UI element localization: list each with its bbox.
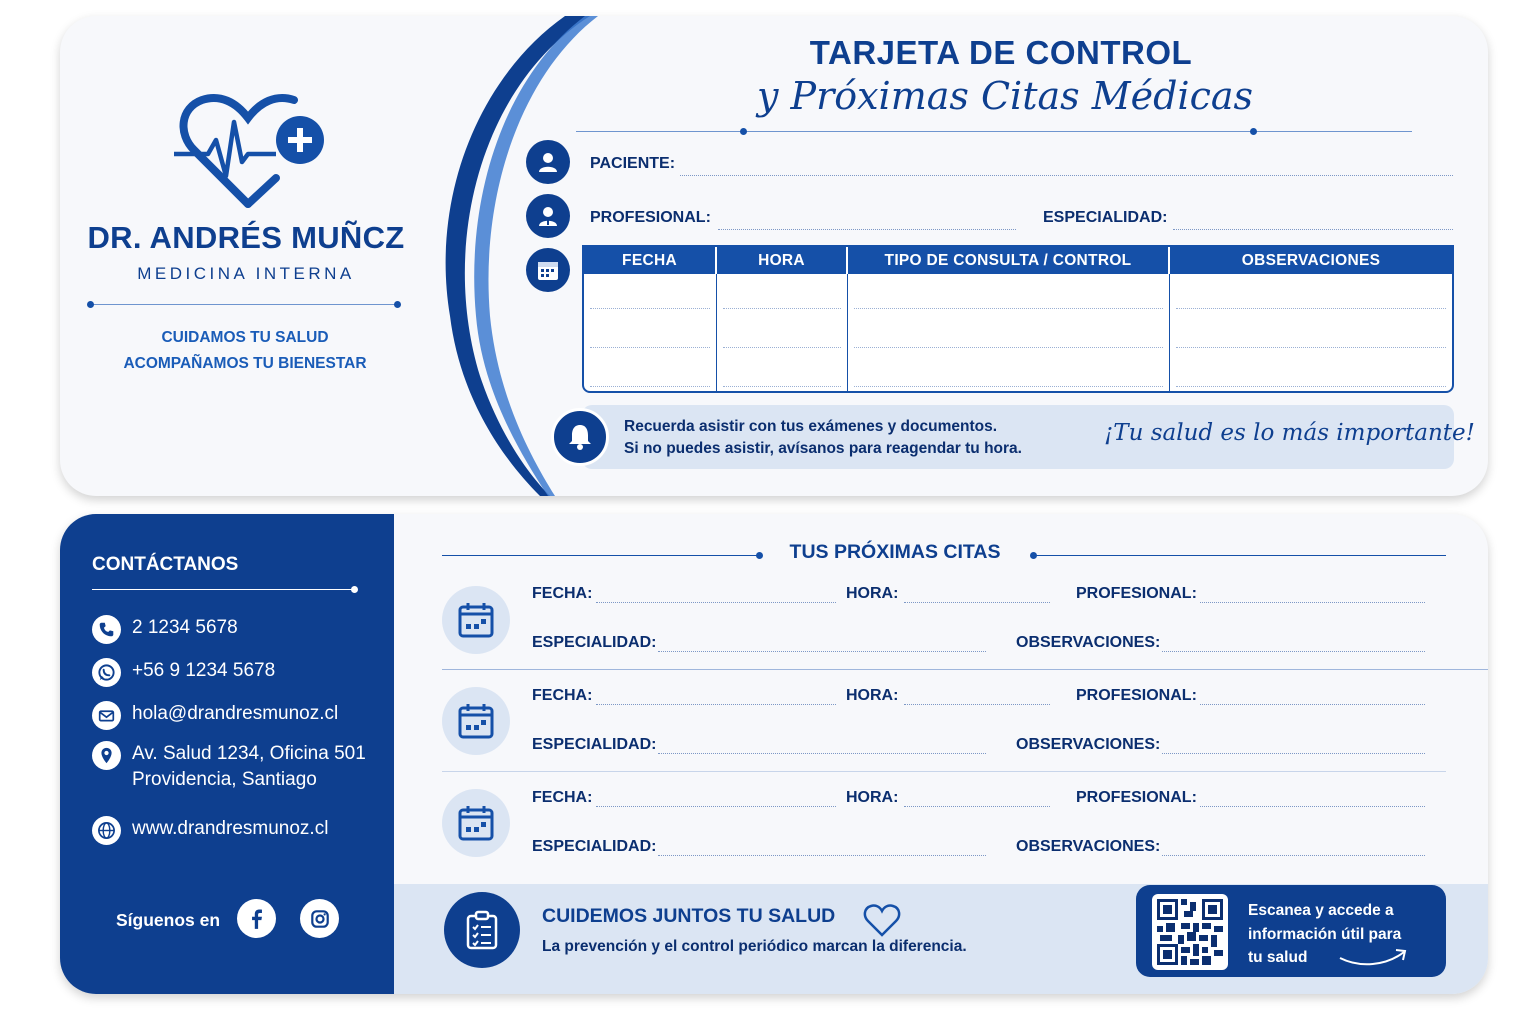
calendar-icon	[442, 789, 510, 857]
appt2-professional-field[interactable]	[1200, 704, 1425, 705]
footer-title: CUIDEMOS JUNTOS TU SALUD	[542, 905, 836, 927]
appt1-professional-label: PROFESIONAL:	[1076, 585, 1197, 602]
globe-icon	[92, 816, 121, 845]
follow-label: Síguenos en	[116, 910, 221, 930]
appt3-time-label: HORA:	[846, 789, 899, 806]
contact-address[interactable]	[92, 741, 366, 793]
appointments-table	[582, 245, 1454, 393]
appt2-time-label: HORA:	[846, 687, 899, 704]
phone-icon	[92, 615, 121, 644]
appt2-professional-label: PROFESIONAL:	[1076, 687, 1197, 704]
th-fecha: FECHA	[584, 247, 716, 274]
appt3-professional-label: PROFESIONAL:	[1076, 789, 1197, 806]
th-tipo: TIPO DE CONSULTA / CONTROL	[847, 247, 1169, 274]
patient-icon	[526, 140, 570, 184]
divider	[90, 304, 400, 305]
appt1-date-label: FECHA:	[532, 585, 593, 602]
patient-field[interactable]	[680, 175, 1453, 176]
appt2-time-field[interactable]	[904, 704, 1050, 705]
title-divider	[576, 131, 1412, 132]
email-icon	[92, 701, 121, 730]
appt2-date-field[interactable]	[596, 704, 836, 705]
appt-separator	[442, 771, 1446, 772]
card-title: TARJETA DE CONTROL	[809, 34, 1193, 71]
contact-phone[interactable]	[92, 615, 238, 644]
patient-label: PACIENTE:	[590, 155, 676, 172]
slogan-line1: CUIDAMOS TU SALUD	[161, 329, 329, 346]
appt2-specialty-field[interactable]	[658, 753, 986, 754]
appointments-divider-right	[1036, 555, 1446, 556]
appt3-specialty-field[interactable]	[658, 855, 986, 856]
heart-pulse-logo-icon	[172, 92, 324, 210]
appt1-time-field[interactable]	[904, 602, 1050, 603]
appt-separator	[442, 669, 1488, 670]
table-row[interactable]	[584, 274, 1452, 313]
appt1-date-field[interactable]	[596, 602, 836, 603]
website-text: www.drandresmunoz.cl	[132, 818, 329, 839]
appointments-title: TUS PRÓXIMAS CITAS	[789, 541, 1001, 563]
appt3-time-field[interactable]	[904, 806, 1050, 807]
bell-icon	[551, 408, 609, 466]
qr-line3: tu salud	[1248, 949, 1308, 966]
th-observaciones: OBSERVACIONES	[1169, 247, 1452, 274]
contact-divider	[92, 589, 354, 590]
front-card	[60, 16, 1488, 496]
instagram-icon[interactable]	[300, 899, 339, 938]
appt2-observations-field[interactable]	[1162, 753, 1425, 754]
back-card	[60, 514, 1488, 994]
appt2-observations-label: OBSERVACIONES:	[1016, 736, 1161, 753]
card-subtitle: y Próximas Citas Médicas	[756, 74, 1254, 118]
appt3-observations-field[interactable]	[1162, 855, 1425, 856]
appt3-date-field[interactable]	[596, 806, 836, 807]
th-hora: HORA	[716, 247, 847, 274]
appt3-observations-label: OBSERVACIONES:	[1016, 838, 1161, 855]
phone-text: 2 1234 5678	[132, 617, 238, 638]
heart-outline-icon	[862, 902, 902, 938]
calendar-icon	[526, 248, 570, 292]
appt1-observations-field[interactable]	[1162, 651, 1425, 652]
specialty-label: ESPECIALIDAD:	[1043, 209, 1168, 226]
calendar-icon	[442, 586, 510, 654]
reminder-line2: Si no puedes asistir, avísanos para reagendar tu hora.	[624, 440, 1022, 457]
footer-text: La prevención y el control periódico marcan la diferencia.	[542, 938, 967, 955]
reminder-line1: Recuerda asistir con tus exámenes y documentos.	[624, 418, 997, 435]
appt1-time-label: HORA:	[846, 585, 899, 602]
table-row[interactable]	[584, 313, 1452, 352]
appt2-specialty-label: ESPECIALIDAD:	[532, 736, 657, 753]
calendar-icon	[442, 687, 510, 755]
appointments-divider-left	[442, 555, 760, 556]
specialty-field[interactable]	[1173, 229, 1453, 230]
email-text: hola@drandresmunoz.cl	[132, 703, 339, 724]
qr-code-icon	[1152, 894, 1228, 970]
address-line1: Av. Salud 1234, Oficina 501	[132, 743, 366, 764]
reminder-tagline: ¡Tu salud es lo más importante!	[1104, 420, 1475, 446]
contact-website[interactable]	[92, 816, 328, 845]
appt3-date-label: FECHA:	[532, 789, 593, 806]
table-row[interactable]	[584, 352, 1452, 391]
contact-email[interactable]	[92, 701, 338, 730]
professional-label: PROFESIONAL:	[590, 209, 711, 226]
appt1-observations-label: OBSERVACIONES:	[1016, 634, 1161, 651]
appt3-specialty-label: ESPECIALIDAD:	[532, 838, 657, 855]
qr-line1: Escanea y accede a	[1248, 902, 1394, 919]
contact-title: CONTÁCTANOS	[92, 554, 239, 575]
address-line2: Providencia, Santiago	[132, 769, 317, 790]
doctor-icon	[526, 194, 570, 238]
doctor-name: DR. ANDRÉS MUÑCZ	[87, 220, 405, 255]
appt1-specialty-field[interactable]	[658, 651, 986, 652]
doctor-specialty: MEDICINA INTERNA	[137, 264, 355, 283]
contact-whatsapp[interactable]	[92, 658, 275, 687]
location-icon	[92, 741, 121, 770]
facebook-icon[interactable]	[237, 899, 276, 938]
whatsapp-text: +56 9 1234 5678	[132, 660, 276, 681]
appt2-date-label: FECHA:	[532, 687, 593, 704]
whatsapp-icon	[92, 658, 121, 687]
qr-line2: información útil para	[1248, 925, 1402, 943]
clipboard-icon	[444, 892, 520, 968]
appt3-professional-field[interactable]	[1200, 806, 1425, 807]
arrow-icon	[1338, 944, 1410, 968]
slogan-line2: ACOMPAÑAMOS TU BIENESTAR	[123, 355, 367, 372]
appt1-professional-field[interactable]	[1200, 602, 1425, 603]
appt1-specialty-label: ESPECIALIDAD:	[532, 634, 657, 651]
professional-field[interactable]	[718, 229, 1016, 230]
